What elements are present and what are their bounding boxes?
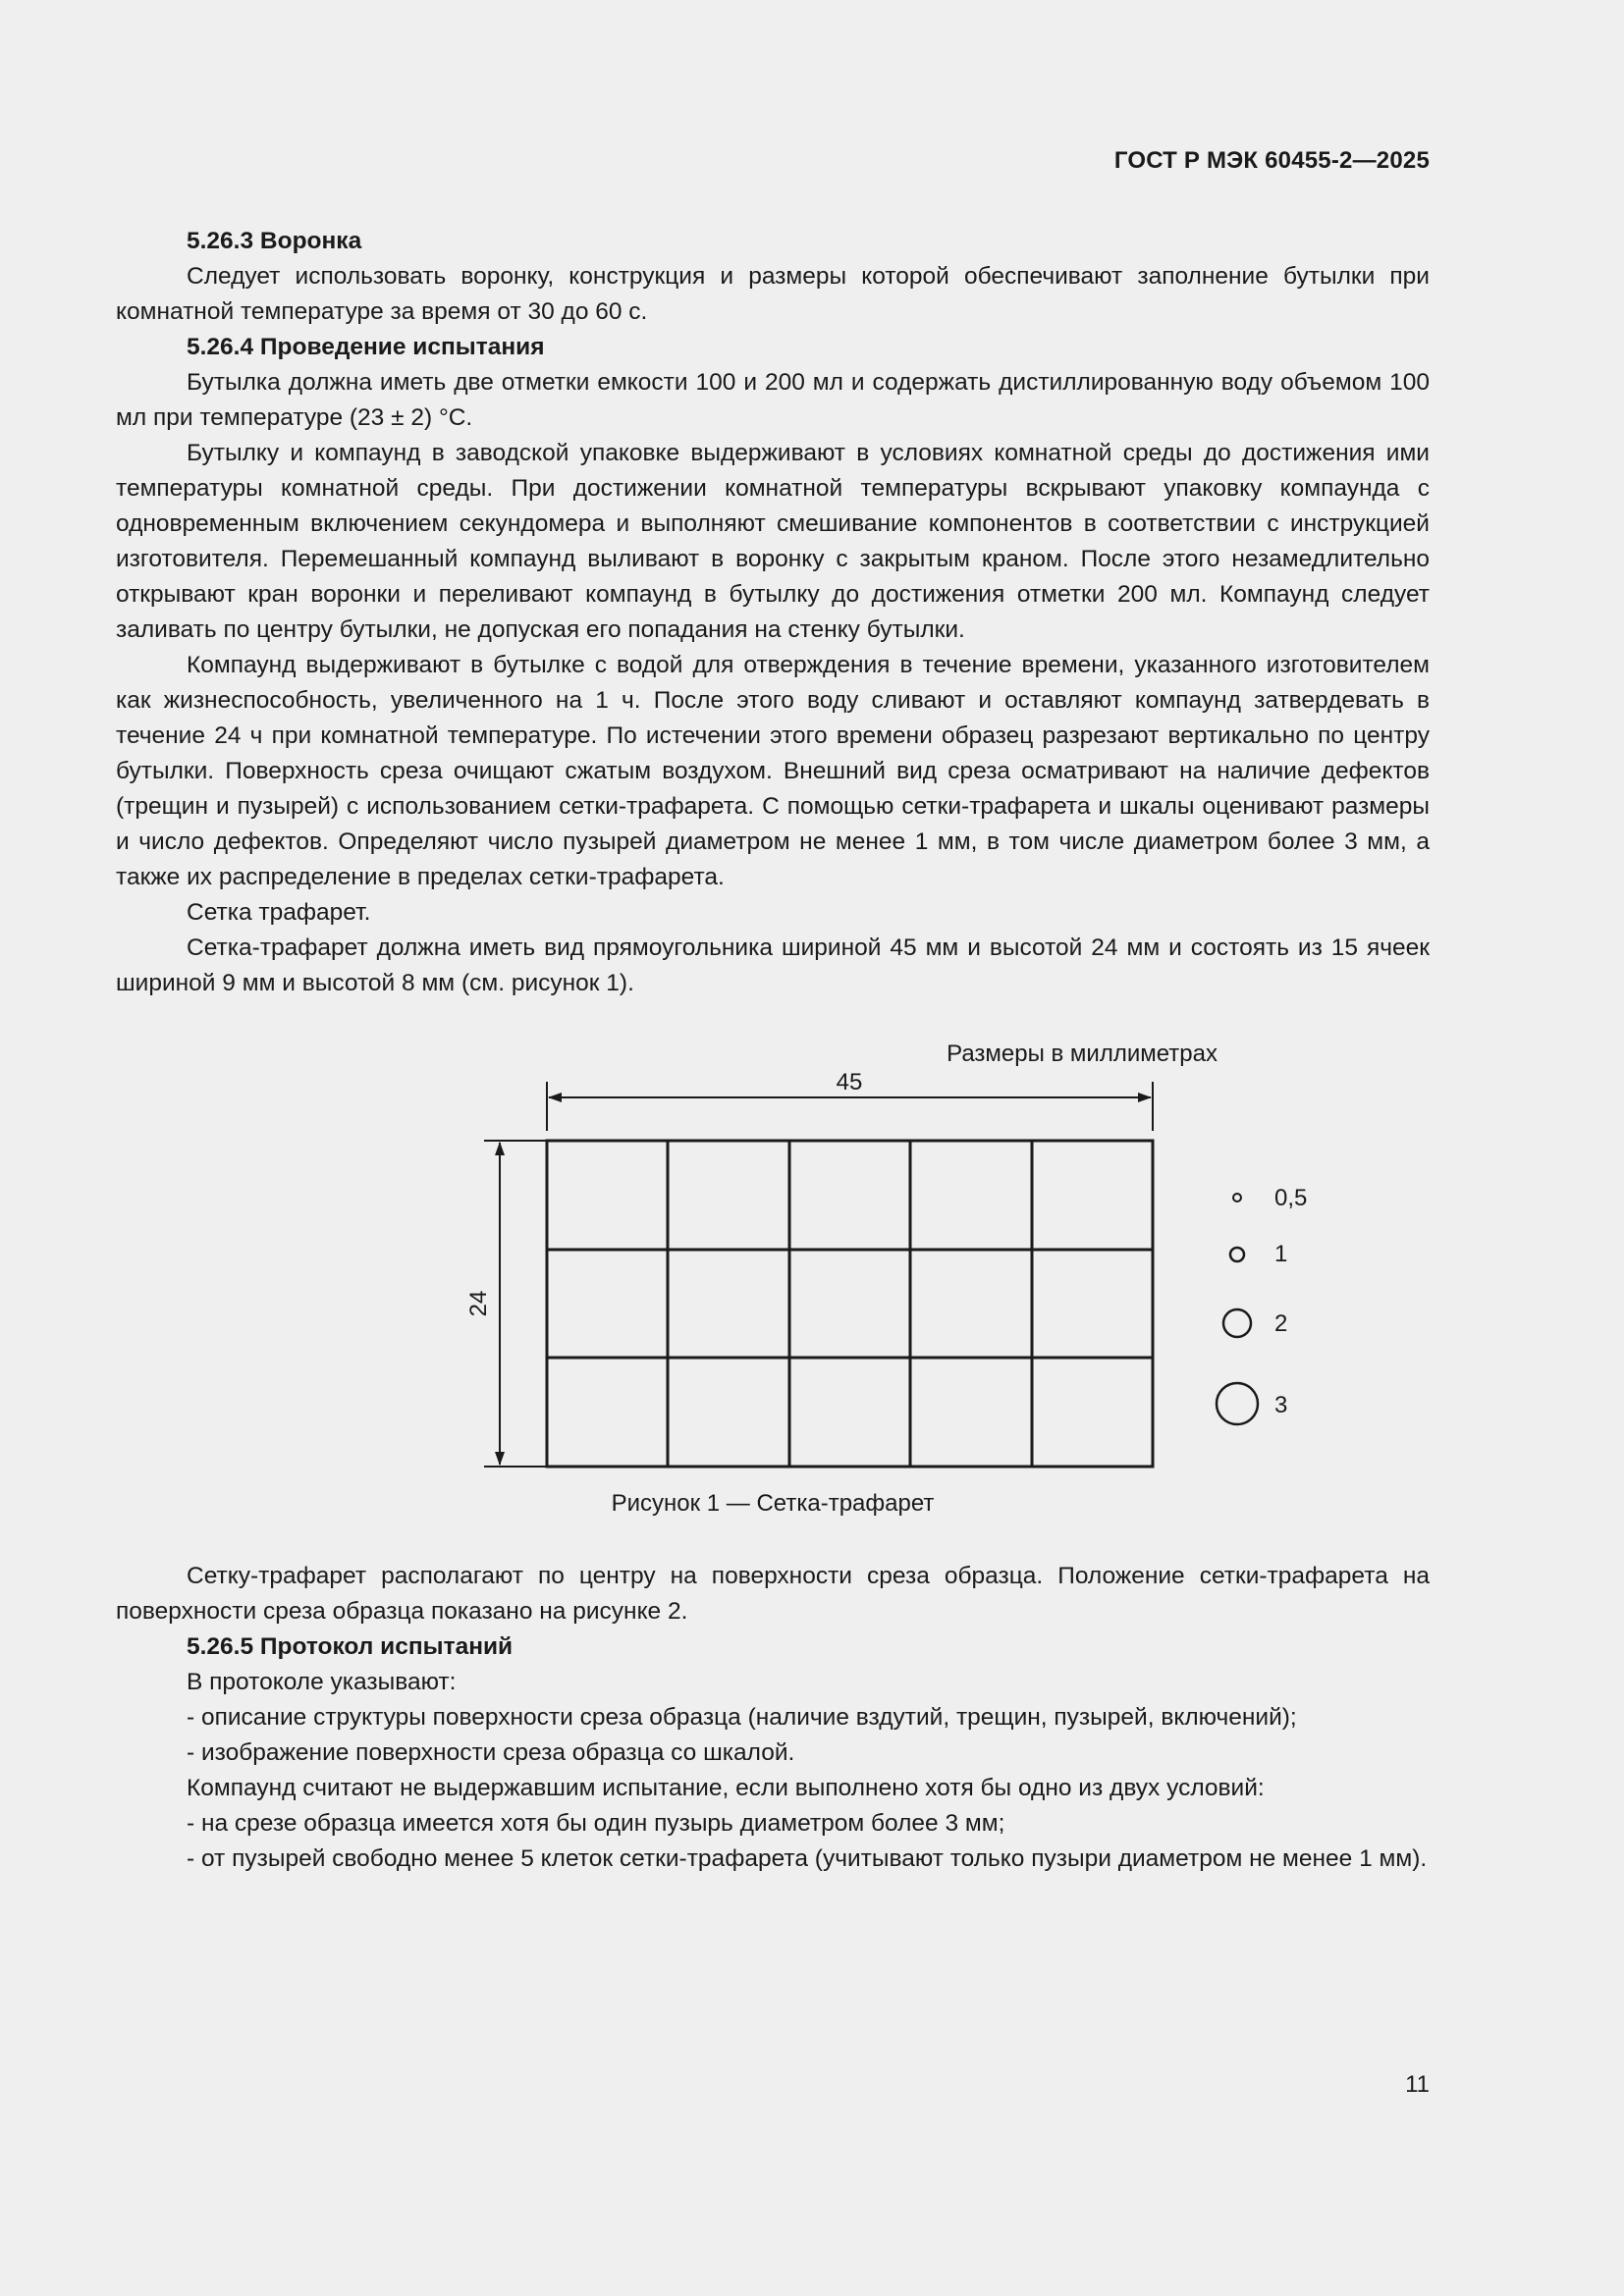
paragraph: Компаунд выдерживают в бутылке с водой для отверждения в течение времени, указанного изготовителем как жизнеспособность, увеличенного на 1 ч. После этого воду сливают и оставляют компаунд затвердевать в течение 24 ч при комнатной температуре. По истечении этого времени образец разрезают вертикально по центру бутылки. Поверхность среза очищают сжатым воздухом. Внешний вид среза осматривают на наличие дефектов (трещин и пузырей) с использованием сетки-трафарета. С помощью сетки-трафарета и шкалы оценивают размеры и число дефектов. Определяют число пузырей диаметром не менее 1 мм, в том числе диаметром более 3 мм, а также их распределение в пределах сетки-трафарета. bbox=[116, 652, 1430, 890]
height-label: 24 bbox=[465, 1290, 492, 1317]
scale-circle-3 bbox=[1217, 1383, 1258, 1424]
grid-template-drawing bbox=[337, 1046, 1308, 1557]
list-item: - на срезе образца имеется хотя бы один пузырь диаметром более 3 мм; bbox=[187, 1810, 1005, 1837]
scale-label-3: 3 bbox=[1274, 1392, 1288, 1418]
grid-outline bbox=[547, 1141, 1153, 1467]
paragraph: Бутылку и компаунд в заводской упаковке выдерживают в условиях комнатной среды до достижения ими температуры комнатной среды. При достижении комнатной температуры вскрывают упаковку компаунда с одновременным включением секундомера и выполняют смешивание компонентов в соответствии с инструкцией изготовителя. Перемешанный компаунд выливают в воронку с закрытым краном. После этого незамедлительно открывают кран воронки и переливают компаунд в бутылку до достижения отметки 200 мл. Компаунд следует заливать по центру бутылки, не допуская его попадания на стенку бутылки. bbox=[116, 440, 1430, 643]
page-number: 11 bbox=[1405, 2071, 1430, 2098]
list-item: - описание структуры поверхности среза образца (наличие вздутий, трещин, пузырей, включений); bbox=[187, 1704, 1297, 1731]
paragraph: Следует использовать воронку, конструкция и размеры которой обеспечивают заполнение бутылки при комнатной температуре за время от 30 до 60 с. bbox=[116, 263, 1430, 325]
paragraph: Компаунд считают не выдержавшим испытание, если выполнено хотя бы одно из двух условий: bbox=[187, 1775, 1265, 1801]
scale-label-2: 2 bbox=[1274, 1310, 1288, 1337]
list-item: - от пузырей свободно менее 5 клеток сетки-трафарета (учитывают только пузыри диаметром не менее 1 мм). bbox=[187, 1845, 1428, 1872]
section-heading-5-26-5: 5.26.5 Протокол испытаний bbox=[187, 1633, 514, 1660]
scale-circle-0-5 bbox=[1233, 1194, 1241, 1201]
paragraph: Сетку-трафарет располагают по центру на поверхности среза образца. Положение сетки-трафарета на поверхности среза образца показано на рисунке 2. bbox=[116, 1563, 1430, 1625]
section-heading-5-26-4: 5.26.4 Проведение испытания bbox=[187, 334, 545, 360]
scale-circle-2 bbox=[1223, 1309, 1251, 1337]
paragraph: Бутылка должна иметь две отметки емкости 100 и 200 мл и содержать дистиллированную воду объемом 100 мл при температуре (23 ± 2) °С. bbox=[116, 369, 1430, 431]
scale-label-1: 1 bbox=[1274, 1241, 1288, 1267]
figure-dimension-note: Размеры в миллиметрах bbox=[947, 1041, 1218, 1067]
paragraph: В протоколе указывают: bbox=[187, 1669, 457, 1695]
scale-label-0-5: 0,5 bbox=[1274, 1185, 1308, 1211]
figure-caption: Рисунок 1 — Сетка-трафарет bbox=[611, 1490, 935, 1517]
document-header: ГОСТ Р МЭК 60455-2—2025 bbox=[1113, 147, 1430, 174]
paragraph: Сетка трафарет. bbox=[187, 899, 371, 926]
figure-1 bbox=[116, 1001, 1430, 1559]
width-label: 45 bbox=[836, 1069, 863, 1095]
section-heading-5-26-3: 5.26.3 Воронка bbox=[187, 228, 362, 254]
paragraph: Сетка-трафарет должна иметь вид прямоугольника шириной 45 мм и высотой 24 мм и состоять из 15 ячеек шириной 9 мм и высотой 8 мм (см. рисунок 1). bbox=[116, 934, 1430, 996]
document-body bbox=[116, 224, 1430, 1877]
list-item: - изображение поверхности среза образца со шкалой. bbox=[187, 1739, 795, 1766]
scale-circle-1 bbox=[1230, 1248, 1244, 1261]
